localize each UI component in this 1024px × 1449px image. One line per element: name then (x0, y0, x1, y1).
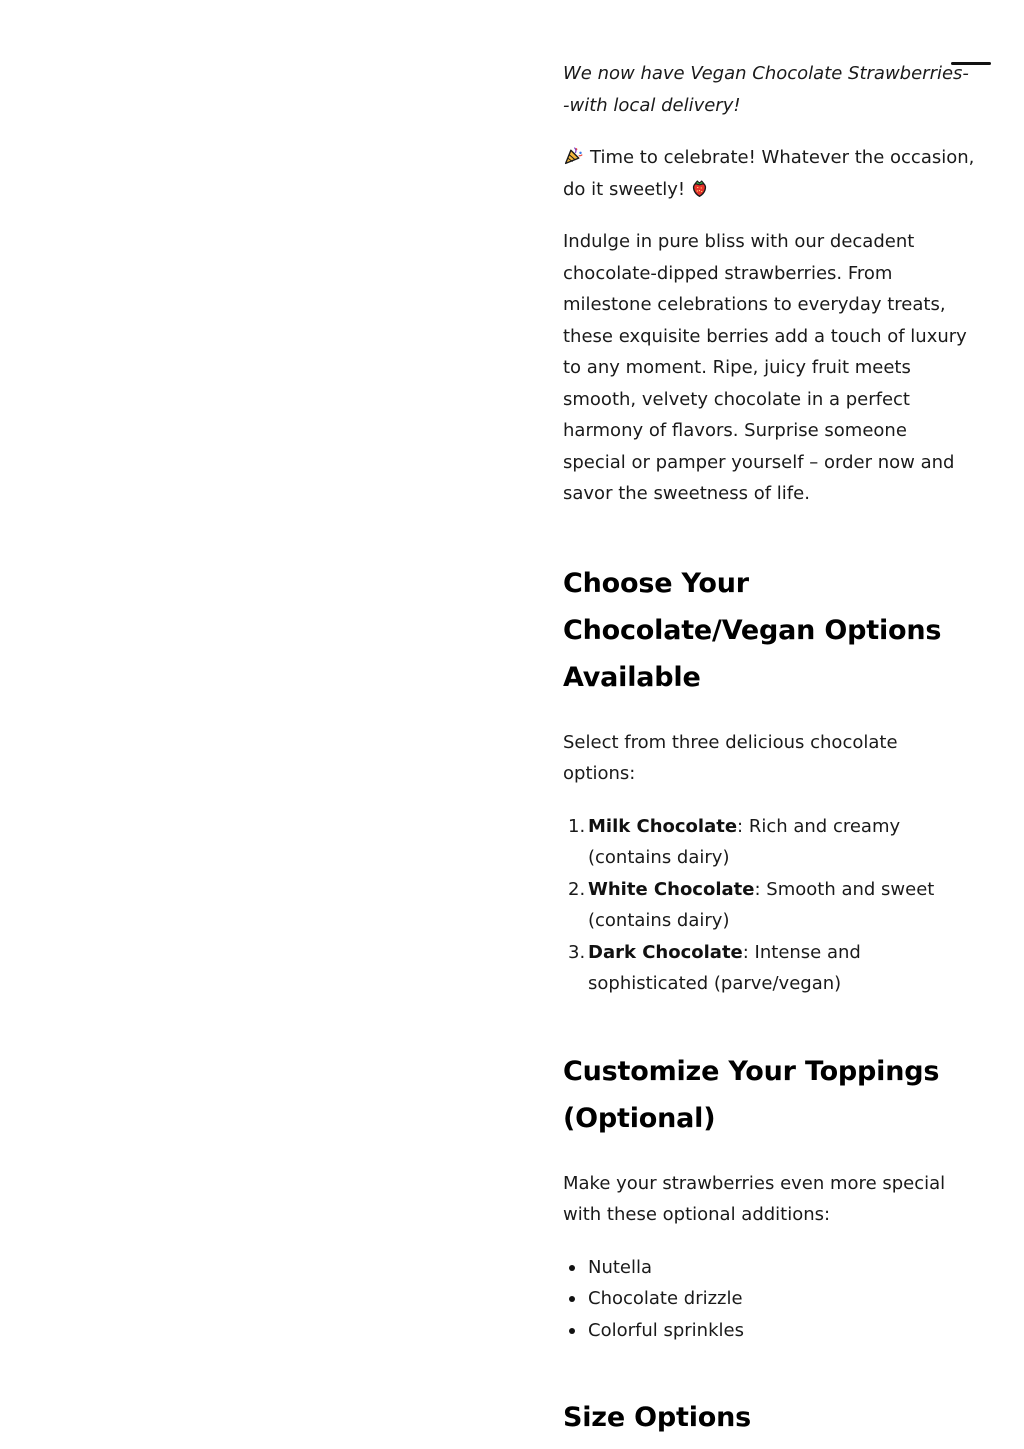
chocolate-options-heading: Choose Your Chocolate/Vegan Options Available (563, 567, 942, 693)
chocolate-option-detail: : Smooth and sweet (contains dairy) (588, 878, 935, 931)
chocolate-option-detail: : Rich and creamy (contains dairy) (588, 815, 901, 868)
strawberry-icon (689, 177, 710, 198)
chocolate-option-detail: : Intense and sophisticated (parve/vegan) (588, 941, 861, 994)
chocolate-options-intro: Select from three delicious chocolate options: (563, 731, 898, 784)
chocolate-option (588, 811, 975, 874)
list-item: Nutella (588, 1252, 975, 1284)
product-description (563, 58, 975, 1441)
product-description-text: Indulge in pure bliss with our decadent chocolate-dipped strawberries. From milestone celebrations to everyday treats, these exquisite berries add a touch of luxury to any moment. Ripe, juicy fruit meets smooth, velvety chocolate in a perfect harmony of flavors. Surprise someone special or pamper yourself – order now and savor the sweetness of life. (563, 231, 967, 504)
chocolate-option-name: Dark Chocolate (588, 941, 743, 963)
chocolate-option (588, 874, 975, 937)
list-item: Colorful sprinkles (588, 1315, 975, 1347)
toppings-intro: Make your strawberries even more special with these optional additions: (563, 1172, 946, 1225)
celebrate-text (563, 142, 975, 205)
toppings-heading: Customize Your Toppings (Optional) (563, 1055, 940, 1134)
size-options-heading: Size Options (563, 1402, 752, 1433)
toppings-list (563, 1252, 975, 1347)
chocolate-options-list (563, 811, 975, 1000)
chocolate-option-name: Milk Chocolate (588, 815, 738, 837)
list-item: Chocolate drizzle (588, 1283, 975, 1315)
chocolate-option (588, 937, 975, 1000)
celebrate-label: Time to celebrate! Whatever the occasion, do it sweetly! (563, 147, 975, 200)
party-popper-icon (563, 145, 584, 166)
chocolate-option-name: White Chocolate (588, 878, 755, 900)
vegan-promo-text: We now have Vegan Chocolate Strawberries--with local delivery! (563, 63, 969, 116)
